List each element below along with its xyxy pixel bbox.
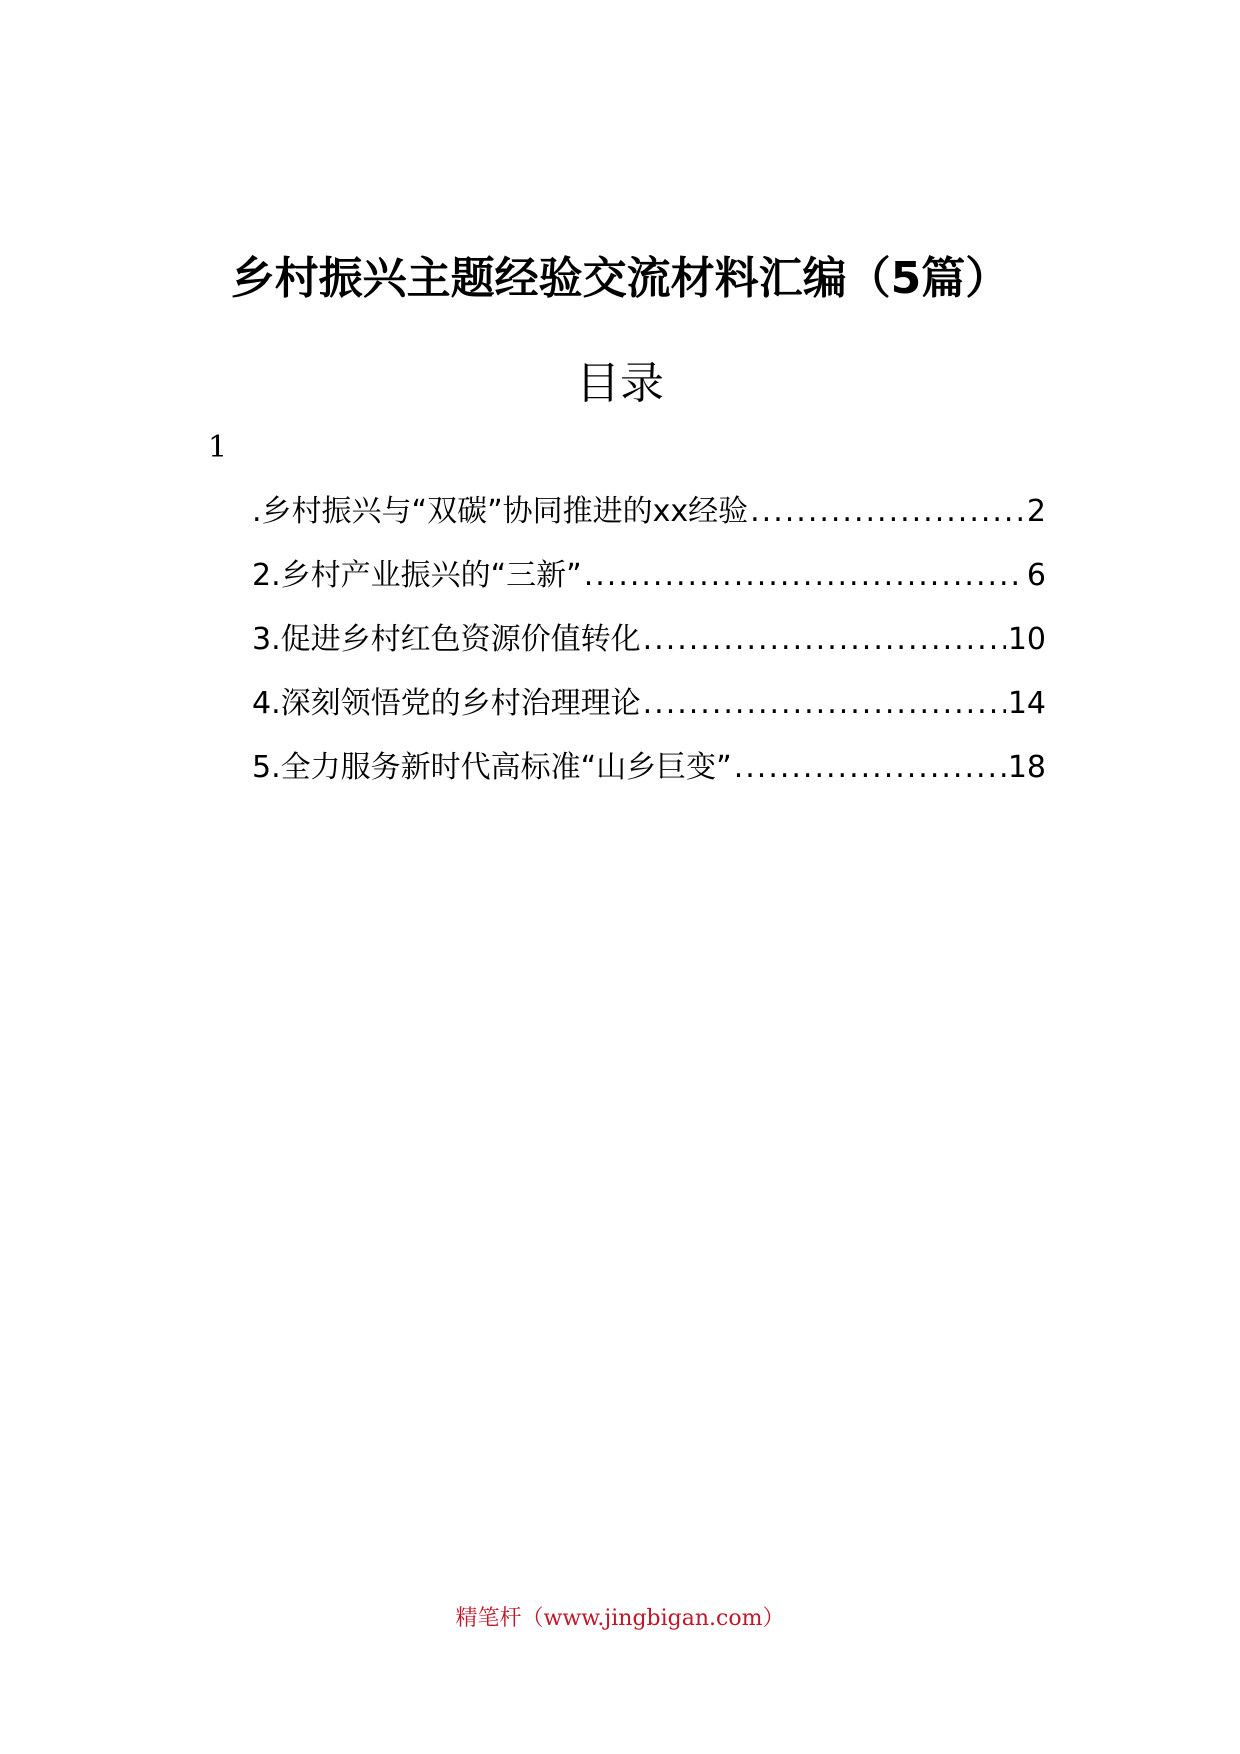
toc-entry-label: .乡村振兴与“双碳”协同推进的xx经验 bbox=[252, 494, 749, 529]
toc-entry-1[interactable] bbox=[252, 488, 1046, 552]
document-title: 乡村振兴主题经验交流材料汇编（5篇） bbox=[230, 253, 1010, 305]
footer-watermark[interactable]: 精笔杆（www.jingbigan.com） bbox=[455, 1606, 785, 1631]
toc-entry-2[interactable] bbox=[252, 552, 1046, 616]
toc-entry-page: 2 bbox=[1026, 494, 1046, 529]
toc-entry-label: 4.深刻领悟党的乡村治理理论 bbox=[252, 686, 641, 721]
toc-leader-dots bbox=[643, 616, 1006, 664]
toc-entry-label: 5.全力服务新时代高标准“山乡巨变” bbox=[252, 750, 732, 785]
toc-entry-label: 3.促进乡村红色资源价值转化 bbox=[252, 622, 641, 657]
toc-entry-4[interactable] bbox=[252, 680, 1046, 744]
toc-entry-label: 2.乡村产业振兴的“三新” bbox=[252, 558, 582, 593]
toc-leader-dots bbox=[643, 680, 1006, 728]
toc-entry-page: 18 bbox=[1007, 750, 1046, 785]
toc-entry-page: 6 bbox=[1026, 558, 1046, 593]
toc-heading: 目录 bbox=[576, 358, 664, 409]
toc-leader-dots bbox=[734, 744, 1006, 792]
stray-number: 1 bbox=[208, 430, 228, 465]
toc-entry-3[interactable] bbox=[252, 616, 1046, 680]
toc-entry-page: 10 bbox=[1007, 622, 1046, 657]
toc-entry-page: 14 bbox=[1007, 686, 1046, 721]
toc-leader-dots bbox=[750, 488, 1025, 536]
toc-leader-dots bbox=[584, 552, 1025, 600]
toc-entry-5[interactable] bbox=[252, 744, 1046, 808]
table-of-contents bbox=[252, 488, 1046, 808]
